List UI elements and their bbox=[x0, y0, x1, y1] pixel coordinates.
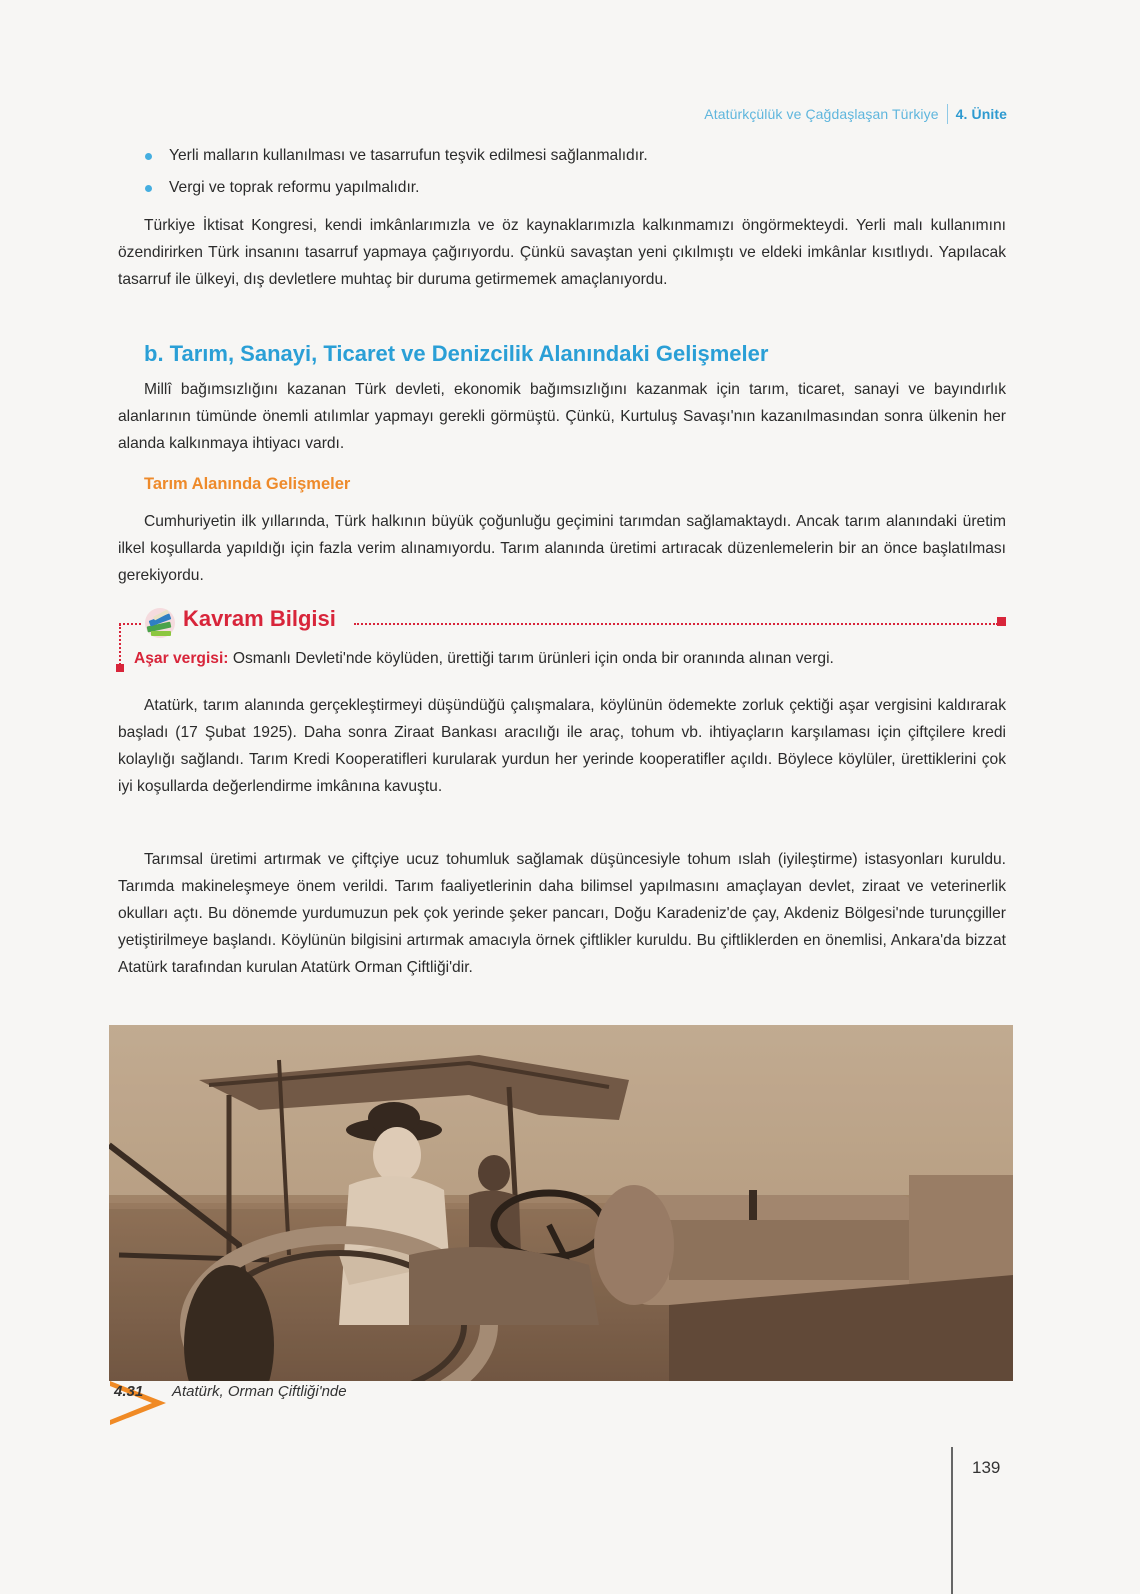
bullet-text: Vergi ve toprak reformu yapılmalıdır. bbox=[169, 179, 420, 196]
bullet-icon bbox=[145, 185, 152, 192]
page-number-rule bbox=[951, 1447, 953, 1594]
dotted-line bbox=[119, 623, 141, 625]
paragraph-text: Atatürk, tarım alanında gerçekleştirmeyi düşündüğü çalışmalara, köylünün ödemekte zorluk çektiği aşar vergisini kaldırarak başladı (17 Şubat 1925). Daha sonra Ziraat Bankası aracılığı ile araç, tohum vb. ihtiyaçların karşılaması için çiftçilere kredi kolaylığı sağlandı. Tarım Kredi Kooperatifleri kurularak yurdun her yerinde kooperatifler açıldı. Böylece köylüler, ürettiklerini çok iyi koşullarda değerlendirme imkânına kavuştu. bbox=[118, 697, 1006, 795]
list-item bbox=[145, 140, 1005, 172]
paragraph-text: Cumhuriyetin ilk yıllarında, Türk halkının büyük çoğunluğu geçimini tarımdan sağlamaktaydı. Ancak tarım alanındaki üretim ilkel koşullarda yapıldığı için fazla verim alınamıyordu. Tarım alanında üretimi artıracak düzenlemelerin bir an önce başlatılması gerekiyordu. bbox=[118, 513, 1006, 584]
paragraph bbox=[118, 212, 1006, 293]
books-icon bbox=[141, 606, 177, 640]
tractor-photo-illustration bbox=[109, 1025, 1013, 1381]
header-divider bbox=[947, 104, 948, 124]
concept-definition bbox=[134, 650, 834, 668]
section-title: b. Tarım, Sanayi, Ticaret ve Denizcilik Alanındaki Gelişmeler bbox=[144, 341, 769, 366]
running-header bbox=[704, 104, 1007, 124]
bullet-text: Yerli malların kullanılması ve tasarrufun teşvik edilmesi sağlanmalıdır. bbox=[169, 147, 648, 164]
dotted-line bbox=[119, 624, 121, 668]
concept-box-title: Kavram Bilgisi bbox=[183, 606, 336, 631]
page-number: 139 bbox=[972, 1458, 1001, 1477]
paragraph bbox=[118, 508, 1006, 589]
paragraph bbox=[118, 692, 1006, 800]
dotted-line bbox=[354, 623, 998, 625]
box-marker bbox=[997, 617, 1006, 626]
bullet-list bbox=[145, 140, 1005, 204]
figure-number: 4.31 bbox=[114, 1383, 144, 1400]
paragraph-text: Millî bağımsızlığını kazanan Türk devleti, ekonomik bağımsızlığını kazanmak için tarım, ticaret, sanayi ve bayındırlık alanlarının tümünde önemli atılımlar yapmayı gerekli görmüştü. Çünkü, Kurtuluş Savaşı'nın kazanılmasından sonra ülkenin her alanda kalkınmaya ihtiyacı vardı. bbox=[118, 381, 1006, 452]
paragraph bbox=[118, 376, 1006, 457]
concept-text: Osmanlı Devleti'nde köylüden, ürettiği tarım ürünleri için onda bir oranında alınan vergi. bbox=[228, 650, 834, 667]
subsection-title: Tarım Alanında Gelişmeler bbox=[144, 475, 351, 493]
paragraph-text: Tarımsal üretimi artırmak ve çiftçiye ucuz tohumluk sağlamak düşüncesiyle tohum ıslah (iyileştirme) istasyonları kuruldu. Tarımda makineleşmeye önem verildi. Tarım faaliyetlerinin daha bilimsel yapılmasını amaçlayan devlet, ziraat ve veterinerlik okulları açtı. Bu dönemde yurdumuzun pek çok yerinde şeker pancarı, Doğu Karadeniz'de çay, Akdeniz Bölgesi'nde turunçgiller yetiştirilmeye başlandı. Köylünün bilgisini artırmak amacıyla örnek çiftlikler kuruldu. Bu çiftliklerden en önemlisi, Ankara'da bizzat Atatürk tarafından kurulan Atatürk Orman Çiftliği'dir. bbox=[118, 851, 1006, 976]
book-title: Atatürkçülük ve Çağdaşlaşan Türkiye bbox=[704, 106, 939, 122]
historical-photo bbox=[109, 1025, 1013, 1381]
list-item bbox=[145, 172, 1005, 204]
paragraph-text: Türkiye İktisat Kongresi, kendi imkânlarımızla ve öz kaynaklarımızla kalkınmamızı öngörmekteydi. Yerli malı kullanımını özendirirken Türk insanını tasarruf yapmaya çağırıyordu. Çünkü savaştan yeni çıkılmıştı ve eldeki imkânlar kısıtlıydı. Yapılacak tasarruf ile ülkeyi, dış devletlere muhtaç bir duruma getirmemek amaçlanıyordu. bbox=[118, 217, 1006, 288]
unit-label: 4. Ünite bbox=[955, 106, 1007, 122]
box-marker bbox=[116, 664, 124, 672]
paragraph bbox=[118, 846, 1006, 981]
figure-caption bbox=[110, 1381, 530, 1425]
caption-text: Atatürk, Orman Çiftliği'nde bbox=[172, 1383, 347, 1400]
bullet-icon bbox=[145, 153, 152, 160]
concept-term: Aşar vergisi: bbox=[134, 650, 229, 667]
